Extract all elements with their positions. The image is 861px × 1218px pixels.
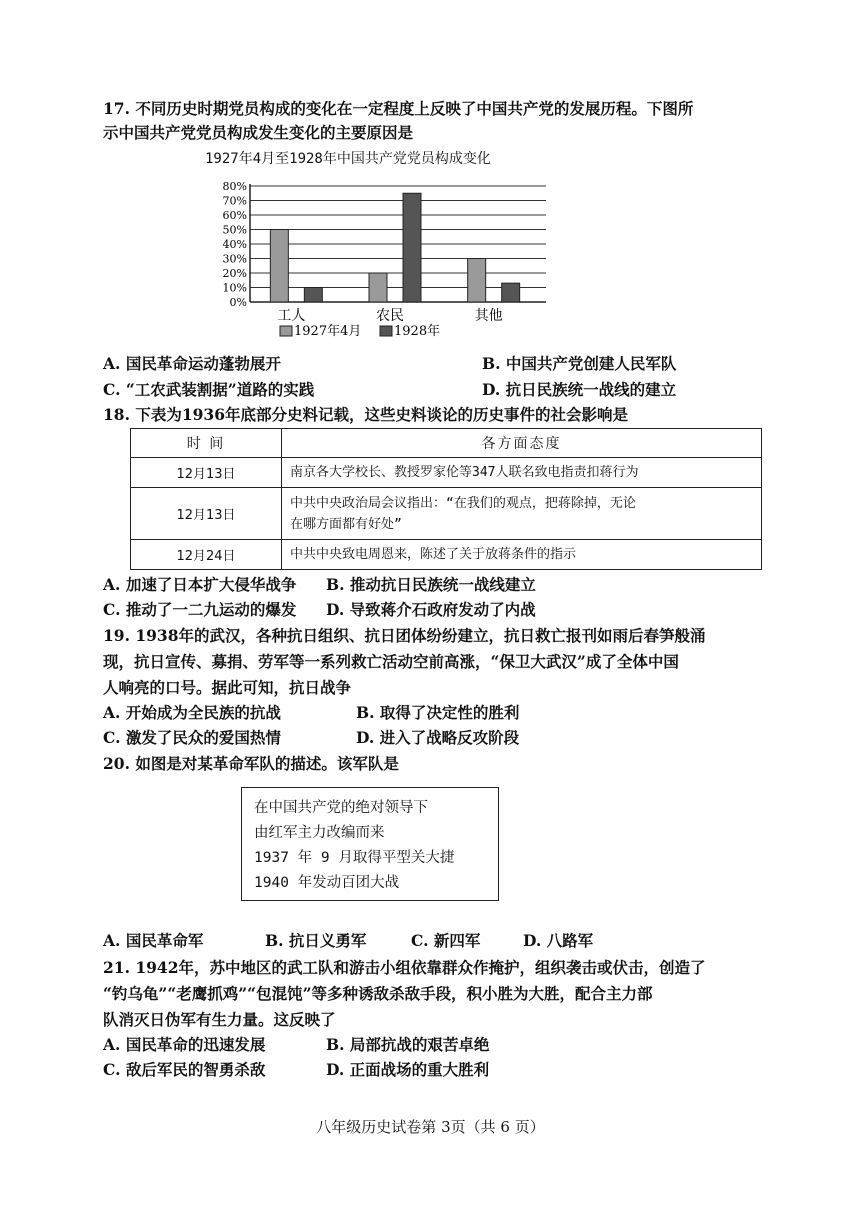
table-header-time: 时 间 bbox=[131, 429, 282, 458]
table-row bbox=[131, 458, 762, 488]
x-tick-label: 其他 bbox=[474, 308, 503, 324]
q18-option-d[interactable]: D. 导致蒋介石政府发动了内战 bbox=[326, 600, 536, 619]
q20-option-b[interactable]: B. 抗日义勇军 bbox=[265, 931, 367, 950]
q19-option-a[interactable]: A. 开始成为全民族的抗战 bbox=[103, 703, 281, 722]
q20-stem: 20. 如图是对某革命军队的描述。该军队是 bbox=[103, 754, 399, 773]
army-description-box bbox=[241, 787, 499, 901]
q18-stem: 18. 下表为1936年底部分史料记载，这些史料谈论的历史事件的社会影响是 bbox=[103, 405, 629, 424]
row-content-line1: 南京各大学校长、教授罗家伦等347人联名致电指责扣蒋行为 bbox=[290, 465, 639, 480]
bar bbox=[270, 230, 288, 303]
row-time: 12月13日 bbox=[131, 488, 282, 540]
row-content-line2: 在哪方面都有好处” bbox=[290, 516, 402, 532]
q17-option-c[interactable]: C. “工农武装割据”道路的实践 bbox=[103, 380, 315, 399]
y-tick-label: 20% bbox=[222, 267, 247, 280]
q19-stem-line3: 人响亮的口号。据此可知，抗日战争 bbox=[103, 678, 352, 697]
q17-option-b[interactable]: B. 中国共产党创建人民军队 bbox=[482, 354, 677, 373]
q18-option-a[interactable]: A. 加速了日本扩大侵华战争 bbox=[103, 575, 297, 594]
q20-option-d[interactable]: D. 八路军 bbox=[523, 931, 594, 950]
row-content-line1: 中共中央政治局会议指出：“在我们的观点，把蒋除掉，无论 bbox=[290, 495, 636, 511]
table-header-content: 各方面态度 bbox=[282, 429, 762, 458]
y-tick-label: 80% bbox=[222, 180, 247, 193]
q21-option-c[interactable]: C. 敌后军民的智勇杀敌 bbox=[103, 1060, 266, 1079]
chart-title: 1927年4月至1928年中国共产党党员构成变化 bbox=[205, 151, 491, 167]
x-tick-label: 农民 bbox=[376, 308, 404, 324]
y-tick-label: 0% bbox=[229, 296, 247, 309]
row-time: 12月24日 bbox=[131, 540, 282, 570]
bar bbox=[369, 273, 387, 302]
q19-stem-line2: 现，抗日宣传、募捐、劳军等一系列救亡活动空前高涨，“保卫大武汉”成了全体中国 bbox=[103, 652, 679, 671]
box-line: 在中国共产党的绝对领导下 bbox=[254, 800, 428, 816]
table-row bbox=[131, 540, 762, 570]
q18-option-b[interactable]: B. 推动抗日民族统一战线建立 bbox=[326, 575, 536, 594]
box-line: 1940 年发动百团大战 bbox=[254, 875, 400, 891]
bar bbox=[502, 283, 520, 302]
q18-option-c[interactable]: C. 推动了一二九运动的爆发 bbox=[103, 600, 297, 619]
q21-stem-line1: 21. 1942年，苏中地区的武工队和游击小组依靠群众作掩护，组织袭击或伏击，创造了 bbox=[103, 958, 706, 977]
legend-label: 1927年4月 bbox=[294, 324, 362, 339]
q21-option-a[interactable]: A. 国民革命的迅速发展 bbox=[103, 1035, 266, 1054]
q17-option-d[interactable]: D. 抗日民族统一战线的建立 bbox=[482, 380, 677, 399]
q20-option-a[interactable]: A. 国民革命军 bbox=[103, 931, 204, 950]
q19-option-d[interactable]: D. 进入了战略反攻阶段 bbox=[356, 728, 520, 747]
box-line: 由红军主力改编而来 bbox=[254, 825, 385, 841]
row-content-line1: 中共中央致电周恩来，陈述了关于放蒋条件的指示 bbox=[290, 547, 577, 562]
legend-swatch bbox=[380, 326, 392, 336]
historical-sources-table bbox=[130, 428, 762, 570]
x-tick-label: 工人 bbox=[277, 308, 306, 324]
y-tick-label: 40% bbox=[222, 238, 247, 251]
bar bbox=[304, 288, 322, 303]
bar-chart bbox=[200, 172, 560, 350]
row-time: 12月13日 bbox=[131, 458, 282, 488]
q21-stem-line2: “钓乌龟”“老鹰抓鸡”“包混饨”等多种诱敌杀敌手段，积小胜为大胜，配合主力部 bbox=[103, 984, 653, 1003]
q19-option-b[interactable]: B. 取得了决定性的胜利 bbox=[356, 703, 520, 722]
y-tick-label: 70% bbox=[222, 194, 247, 208]
q17-option-a[interactable]: A. 国民革命运动蓬勃展开 bbox=[103, 354, 281, 373]
y-tick-label: 50% bbox=[222, 223, 247, 237]
q20-option-c[interactable]: C. 新四军 bbox=[411, 931, 481, 950]
q21-option-d[interactable]: D. 正面战场的重大胜利 bbox=[326, 1060, 490, 1079]
y-tick-label: 10% bbox=[222, 281, 247, 295]
row-content bbox=[282, 488, 762, 540]
q17-stem-line2: 示中国共产党党员构成发生变化的主要原因是 bbox=[103, 123, 414, 142]
bar bbox=[403, 193, 421, 302]
q21-option-b[interactable]: B. 局部抗战的艰苦卓绝 bbox=[326, 1035, 490, 1054]
q19-stem-line1: 19. 1938年的武汉，各种抗日组织、抗日团体纷纷建立，抗日救亡报刊如雨后春笋般涌 bbox=[103, 626, 706, 645]
y-tick-label: 30% bbox=[222, 252, 247, 266]
row-content bbox=[282, 458, 762, 488]
box-line: 1937 年 9 月取得平型关大捷 bbox=[254, 850, 455, 866]
bar bbox=[468, 259, 486, 303]
page-footer: 八年级历史试卷第 3页（共 6 页） bbox=[316, 1118, 545, 1136]
row-content bbox=[282, 540, 762, 570]
legend-label: 1928年 bbox=[394, 324, 441, 339]
legend-swatch bbox=[280, 326, 292, 336]
q17-stem-line1: 17. 不同历史时期党员构成的变化在一定程度上反映了中国共产党的发展历程。下图所 bbox=[103, 99, 694, 118]
q21-stem-line3: 队消灭日伪军有生力量。这反映了 bbox=[103, 1010, 336, 1029]
q19-option-c[interactable]: C. 激发了民众的爱国热情 bbox=[103, 728, 281, 747]
y-tick-label: 60% bbox=[222, 209, 247, 222]
table-row bbox=[131, 488, 762, 540]
table-header-row bbox=[131, 429, 762, 458]
